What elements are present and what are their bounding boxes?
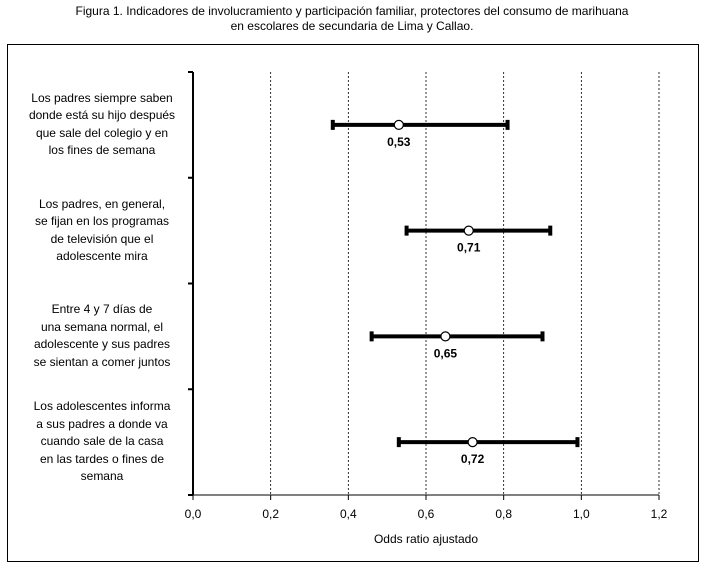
category-label-line: Los padres, en general, (38, 196, 166, 211)
category-label-line: donde está su hijo después (28, 108, 176, 123)
category-label-line: que sale del colegio y en (35, 125, 169, 140)
x-tick-label: 0,2 (262, 507, 280, 521)
category-label-line: los fines de semana (48, 143, 156, 158)
chart-title-line-1: Figura 1. Indicadores de involucramiento y participación familiar, protectores del consumo de marihuana (75, 4, 629, 18)
category-label-line: Entre 4 y 7 días de (51, 302, 153, 317)
category-label-line: en las tardes o fines de (39, 451, 165, 466)
odds-ratio-label: 0,53 (387, 134, 411, 149)
category-label-line: Los adolescentes informa (33, 399, 171, 414)
category-label-line: de televisión que el (50, 231, 154, 246)
category-label-line: cuando sale de la casa (40, 434, 164, 449)
category-label-line: se fijan en los programas (34, 214, 170, 229)
odds-ratio-label: 0,72 (460, 452, 485, 467)
x-tick-label: 1,0 (572, 507, 590, 521)
category-label-line: a sus padres a donde va (36, 416, 168, 431)
x-tick-label: 0,4 (339, 507, 357, 521)
x-tick-label: 1,2 (650, 507, 668, 521)
odds-ratio-point (394, 120, 403, 129)
odds-ratio-point (464, 226, 473, 235)
odds-ratio-label: 0,71 (457, 240, 481, 255)
x-axis-label: Odds ratio ajustado (373, 532, 479, 546)
category-label-line: adolescente y sus padres (33, 337, 171, 352)
odds-ratio-label: 0,65 (433, 346, 458, 361)
category-label-line: semana (80, 469, 124, 484)
category-label-line: se sientan a comer juntos (33, 354, 171, 369)
odds-ratio-point (441, 332, 450, 341)
x-tick-label: 0,6 (417, 507, 435, 521)
odds-ratio-point (468, 438, 477, 447)
category-label-line: Los padres siempre saben (31, 90, 173, 105)
x-tick-label: 0,0 (184, 507, 202, 521)
chart-title-line-2: en escolares de secundaria de Lima y Callao. (230, 19, 474, 33)
category-label-line: adolescente mira (56, 249, 148, 264)
x-tick-label: 0,8 (495, 507, 513, 521)
category-label-line: una semana normal, el (40, 319, 164, 334)
